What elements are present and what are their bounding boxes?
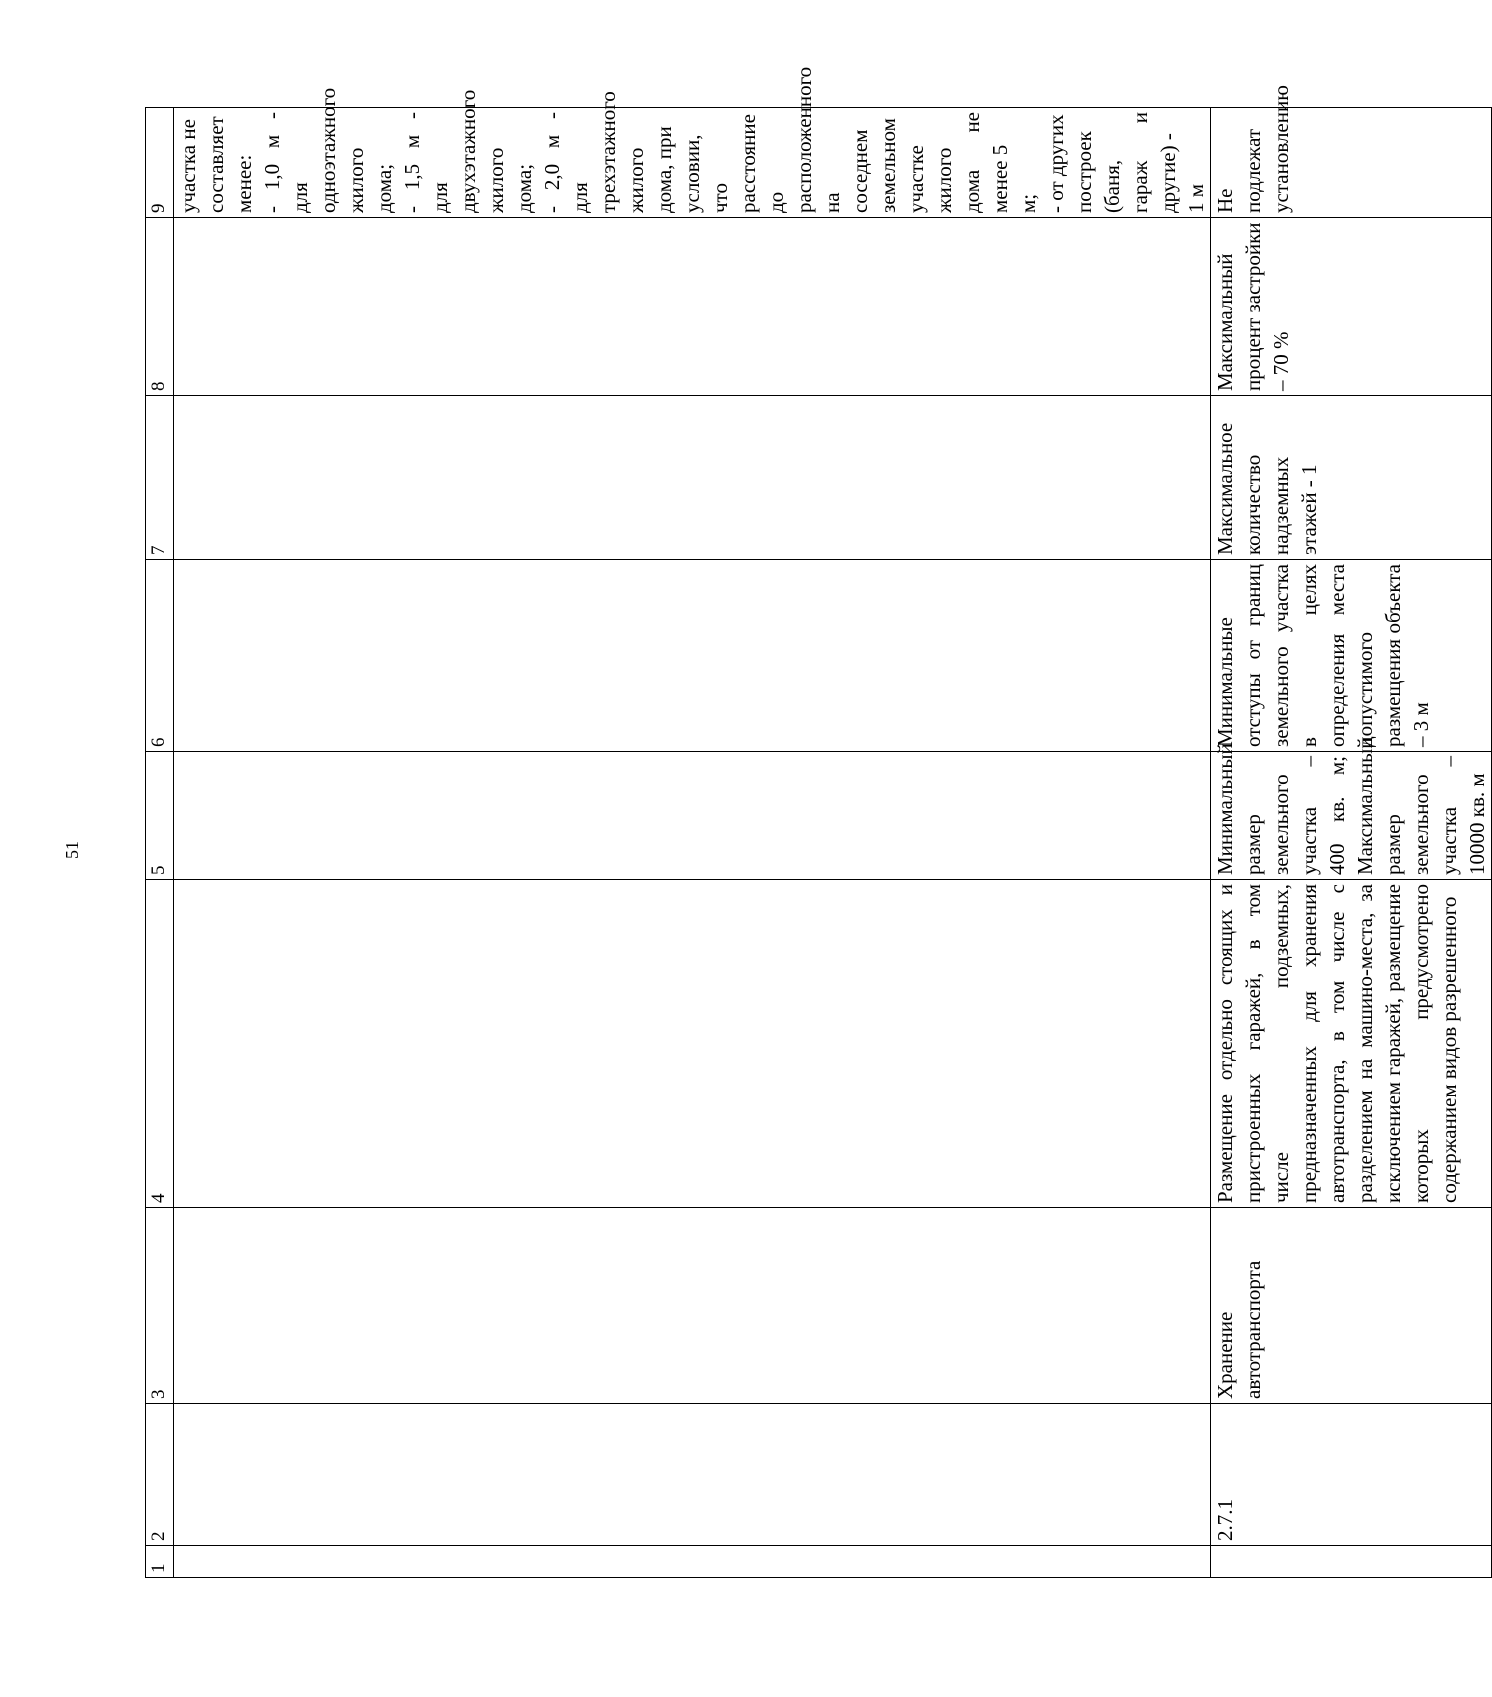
setback-line: расположенного: [792, 66, 816, 213]
setback-line: двухэтажного: [456, 89, 480, 213]
cell-empty: [174, 1546, 1211, 1578]
setback-line: участке жилого: [904, 145, 956, 213]
table-row: [1211, 108, 1492, 1578]
header-cell-7: 7: [146, 396, 174, 560]
page-number: 51: [62, 841, 82, 859]
setback-line: земельном: [876, 118, 900, 213]
header-cell-5: 5: [146, 752, 174, 880]
floors-cell: Максимальное количество надземных этажей - 1: [1211, 396, 1492, 560]
use-description-cell: Размещение отдельно стоящих и пристроенных гаражей, в том числе подземных, предназначенных для хранения автотранспорта, в том числе с разделением на машино-места, за исключением гаражей, размещение которых предусмотрено содержанием видов разрешенного: [1211, 880, 1492, 1208]
cell-empty: [174, 880, 1211, 1208]
plot-size-cell: Минимальный размер земельного участка – 400 кв. м; Максимальный размер земельного участка – 10000 кв. м: [1211, 752, 1492, 880]
setback-line: - от других: [1044, 114, 1068, 213]
setbacks-cell: Минимальные отступы от границ земельного участка в целях определения места допустимого размещения объекта – 3 м: [1211, 560, 1492, 752]
table-row: [174, 108, 1211, 1578]
cell-empty: [174, 1404, 1211, 1546]
header-cell-4: 4: [146, 880, 174, 1208]
cell-empty: [1211, 1546, 1492, 1578]
setback-line: построек (баня,: [1072, 131, 1124, 213]
setback-line: - 1,5 м - для: [400, 112, 452, 213]
cell-empty: [174, 396, 1211, 560]
setback-line: жилого дома, при: [624, 126, 676, 213]
use-name-cell: Хранение автотранспорта: [1211, 1208, 1492, 1404]
header-cell-3: 3: [146, 1208, 174, 1404]
use-code-cell: 2.7.1: [1211, 1404, 1492, 1546]
cell-empty: [174, 1208, 1211, 1404]
cell-empty: [174, 218, 1211, 396]
header-cell-2: 2: [146, 1404, 174, 1546]
setback-line: жилого дома;: [344, 147, 396, 213]
header-cell-8: 8: [146, 218, 174, 396]
setback-line: 1 м: [1184, 183, 1208, 213]
setback-line: - 1,0 м - для: [260, 112, 312, 213]
setback-line: трехэтажного: [596, 91, 620, 213]
cell-empty: [174, 752, 1211, 880]
setback-line: жилого дома;: [484, 147, 536, 213]
setback-line: менее:: [232, 154, 256, 213]
setback-line: составляет: [204, 116, 228, 213]
setback-line: на соседнем: [820, 129, 872, 213]
setback-line: гараж и другие) -: [1128, 112, 1180, 213]
cell-empty: [174, 560, 1211, 752]
setback-line: участка не: [176, 119, 200, 213]
header-row: [146, 108, 174, 1578]
zoning-table: [145, 66, 1492, 1578]
setback-line: - 2,0 м - для: [540, 112, 592, 213]
setback-line: дома не менее 5: [960, 112, 1012, 213]
setback-line: условии, что: [680, 134, 732, 213]
setback-line: расстояние до: [736, 114, 788, 213]
setback-line: одноэтажного: [316, 87, 340, 213]
coverage-cell: Максимальный процент застройки – 70 %: [1211, 218, 1492, 396]
header-cell-1: 1: [146, 1546, 174, 1578]
setback-details-cell: [174, 66, 1211, 218]
notes-cell: Не подлежат установлению: [1211, 108, 1492, 218]
setback-line: м;: [1016, 193, 1040, 213]
rotated-page: [145, 66, 1489, 1578]
header-cell-9: 9: [146, 108, 174, 218]
header-cell-6: 6: [146, 560, 174, 752]
